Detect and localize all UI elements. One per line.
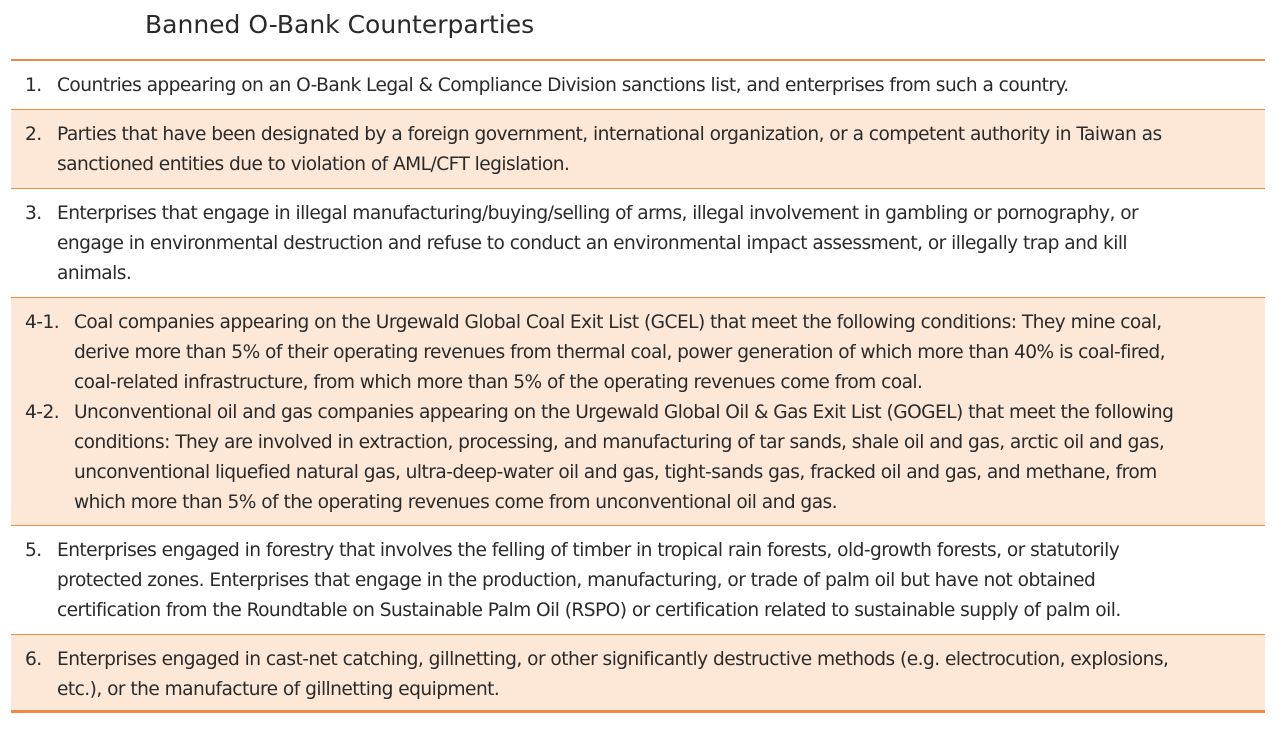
item-line: sanctioned entities due to violation of AML/CFT legislation.: [57, 154, 570, 175]
table-row-2: [11, 109, 1265, 188]
list-item: [11, 199, 1265, 289]
item-line: Enterprises engaged in forestry that involves the felling of timber in tropical rain forests, old-growth forests, or statutorily: [57, 540, 1120, 561]
table-row-1: [11, 61, 1265, 109]
item-text: [74, 398, 1173, 518]
item-number: 4-1.: [25, 312, 60, 333]
list-item: [11, 120, 1265, 180]
list-item: [11, 308, 1265, 398]
item-number: 3.: [25, 203, 42, 224]
item-line: conditions: They are involved in extraction, processing, and manufacturing of tar sands, shale oil and gas, arctic oil and gas,: [74, 432, 1165, 453]
item-line: Coal companies appearing on the Urgewald Global Coal Exit List (GCEL) that meet the following conditions: They mine coal,: [74, 312, 1162, 333]
item-line: Unconventional oil and gas companies appearing on the Urgewald Global Oil & Gas Exit List (GOGEL) that meet the following: [74, 402, 1174, 423]
table-row-3: [11, 188, 1265, 297]
item-line: derive more than 5% of their operating revenues from thermal coal, power generation of which more than 40% is coal-fired,: [74, 342, 1166, 363]
item-line: animals.: [57, 263, 132, 284]
item-number: 6.: [25, 649, 42, 670]
table-row-4: [11, 297, 1265, 525]
item-text: [57, 120, 1162, 180]
item-line: which more than 5% of the operating revenues come from unconventional oil and gas.: [74, 492, 838, 513]
item-line: engage in environmental destruction and refuse to conduct an environmental impact assessment, or illegally trap and kill: [57, 233, 1128, 254]
item-text: [57, 199, 1138, 289]
item-line: etc.), or the manufacture of gillnetting equipment.: [57, 679, 500, 700]
item-line: Countries appearing on an O-Bank Legal & Compliance Division sanctions list, and enterprises from such a country.: [57, 75, 1069, 96]
list-item: [11, 398, 1265, 518]
table-row-6: [11, 634, 1265, 710]
item-number: 5.: [25, 540, 42, 561]
page-title: Banned O-Bank Counterparties: [145, 10, 535, 39]
item-text: [57, 71, 1069, 101]
item-line: protected zones. Enterprises that engage in the production, manufacturing, or trade of palm oil but have not obtained: [57, 570, 1096, 591]
item-line: Enterprises engaged in cast-net catching, gillnetting, or other significantly destructive methods (e.g. electrocution, explosions,: [57, 649, 1169, 670]
item-text: [57, 645, 1168, 705]
item-number: 2.: [25, 124, 42, 145]
item-line: Parties that have been designated by a foreign government, international organization, or a competent authority in Taiwan as: [57, 124, 1162, 145]
table-row-5: [11, 525, 1265, 634]
list-item: [11, 536, 1265, 626]
item-text: [74, 308, 1165, 398]
list-item: [11, 645, 1265, 705]
item-line: coal-related infrastructure, from which more than 5% of the operating revenues come from coal.: [74, 372, 923, 393]
item-line: unconventional liquefied natural gas, ultra-deep-water oil and gas, tight-sands gas, fracked oil and gas, and methane, from: [74, 462, 1157, 483]
item-number: 4-2.: [25, 402, 60, 423]
item-text: [57, 536, 1121, 626]
counterparties-table: [11, 59, 1265, 713]
list-item: [11, 71, 1265, 101]
item-number: 1.: [25, 75, 42, 96]
item-line: certification from the Roundtable on Sustainable Palm Oil (RSPO) or certification related to sustainable supply of palm oil.: [57, 600, 1121, 621]
item-line: Enterprises that engage in illegal manufacturing/buying/selling of arms, illegal involvement in gambling or pornography, or: [57, 203, 1139, 224]
